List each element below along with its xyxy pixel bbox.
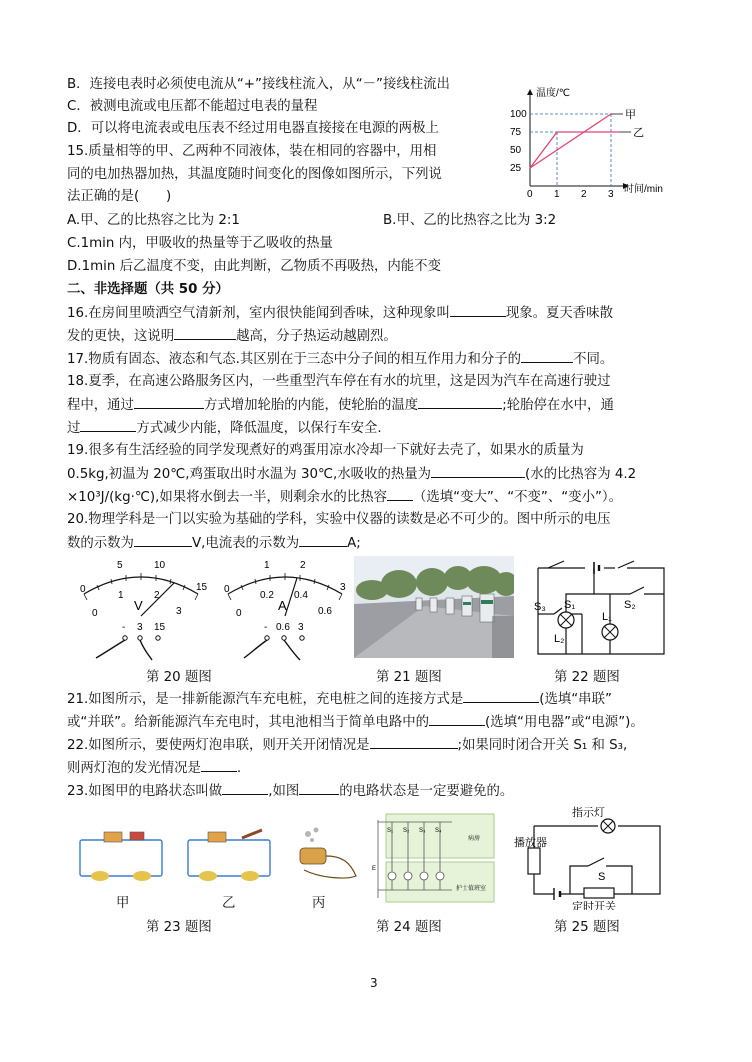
- fig25-indicator-label: 指示灯: [572, 807, 605, 819]
- fig25-timer-label: 定时开关: [572, 901, 616, 910]
- fig23-label-jia: 甲: [116, 896, 130, 911]
- x-tick-label: 2: [581, 189, 587, 200]
- question-15-option-c: C.1min 内，甲吸收的热量等于乙吸收的热量: [67, 236, 333, 251]
- ammeter-top-1: 1: [264, 560, 270, 571]
- question-21-line-2: 或“并联”。给新能源汽车充电时，其电池相当于简单电路中的 (选填“用电器”或“电源”)。: [67, 712, 644, 732]
- question-20-line-1: 20.物理学科是一门以实验为基础的学科，实验中仪器的读数是必不可少的。图中所示的电压: [67, 512, 611, 527]
- ammeter-zero-top: 0: [224, 584, 230, 595]
- fig24-e: E: [372, 866, 377, 872]
- caption-fig-22: 第 22 题图: [554, 670, 620, 685]
- ammeter-ticks: [228, 573, 342, 600]
- fig24-room: 病房: [468, 836, 481, 842]
- question-19-line-2: 0.5kg,初温为 20℃,鸡蛋取出时水温为 30℃,水吸收的热量为 (水的比热容为 4.2: [67, 464, 636, 484]
- voltmeter-terminal-15: 15: [154, 622, 166, 633]
- voltmeter-wire-1: [96, 640, 125, 658]
- voltmeter-figure: [72, 556, 210, 664]
- fig25-switch-s-lever: [588, 858, 604, 866]
- question-16-line-1: 16.在房间里喷洒空气清新剂，室内很快能闻到香味，这种现象叫 现象。夏天香味散: [67, 303, 613, 323]
- battery-icon: [208, 832, 226, 842]
- circuit-23-jia: [74, 826, 170, 884]
- voltmeter-terminal-minus: -: [122, 622, 126, 633]
- charging-piles-photo: [354, 556, 514, 658]
- label-s3: S₃: [534, 601, 546, 613]
- ammeter-zero-bottom: 0: [236, 608, 242, 619]
- fig25-timer-box: [584, 888, 614, 898]
- fig25-player-label: 播放器: [514, 837, 547, 849]
- option-c-line: C．被测电流或电压都不能超过电表的量程: [67, 99, 318, 114]
- question-19-line-1: 19.很多有生活经验的同学发现煮好的鸡蛋用凉水冷却一下就好去壳了，如果水的质量为: [67, 443, 584, 458]
- ammeter-top-3: 3: [340, 582, 346, 593]
- ammeter-terminal-minus: -: [264, 622, 268, 633]
- caption-fig-25: 第 25 题图: [554, 920, 620, 935]
- fig23-label-yi: 乙: [222, 896, 236, 911]
- question-15-option-b: B.甲、乙的比热容之比为 3:2: [383, 213, 557, 228]
- x-tick-label: 1: [554, 189, 560, 200]
- fig24-s1: S₁: [387, 828, 394, 834]
- battery-icon: [104, 832, 122, 842]
- voltmeter-wire-2: [140, 640, 152, 660]
- circuit-q22: [530, 558, 672, 662]
- caption-fig-21: 第 21 题图: [376, 670, 442, 685]
- caption-fig-23: 第 23 题图: [146, 920, 212, 935]
- voltmeter-top-10: 10: [154, 560, 166, 571]
- circuit-25: [514, 806, 674, 910]
- bulb-icon: [133, 871, 151, 881]
- temperature-time-chart: [508, 84, 692, 200]
- question-19-line-3: ×10³J/(kg·℃),如果将水倒去一半，则剩余水的比热容 （选填“变大”、“不变”、“变小”）。: [67, 487, 622, 507]
- page-number: 3: [370, 976, 378, 990]
- fig23-label-bing: 丙: [312, 896, 326, 911]
- question-23: 23.如图甲的电路状态叫做 ,如图 的电路状态是一定要避免的。: [67, 781, 513, 801]
- bulb-icon: [241, 871, 259, 881]
- question-18-line-3: 过 方式减少内能，降低温度，以保行车安全.: [67, 418, 382, 438]
- section-2-heading: 二、非选择题（共 50 分）: [67, 282, 229, 297]
- question-15-line-2: 同的电加热器加热，其温度随时间变化的图像如图所示，下列说: [67, 167, 442, 182]
- fig25-player-box: [528, 848, 540, 874]
- voltmeter-terminal-3: 3: [137, 622, 143, 633]
- question-18-line-1: 18.夏季，在高速公路服务区内，一些重型汽车停在有水的坑里，这是因为汽车在高速行驶过: [67, 374, 611, 389]
- ammeter-unit: A: [278, 598, 287, 613]
- ammeter-terminal-06: 0.6: [276, 622, 290, 633]
- voltmeter-unit: V: [134, 598, 143, 613]
- question-15-line-3: 法正确的是( ): [67, 189, 172, 204]
- question-16-line-2: 发的更快，这说明 越高，分子热运动越剧烈。: [67, 326, 397, 346]
- question-18-line-2: 程中，通过 方式增加轮胎的内能，使轮胎的温度 ;轮胎停在水中，通: [67, 395, 614, 415]
- question-15-option-d: D.1min 后乙温度不变，由此判断，乙物质不再吸热，内能不变: [67, 259, 441, 274]
- ammeter-top-2: 2: [300, 560, 306, 571]
- circuit-24: [372, 810, 500, 904]
- question-21-line-1: 21.如图所示，是一排新能源汽车充电桩，充电桩之间的连接方式是 (选填“串联”: [67, 689, 612, 709]
- series-label-2: 乙: [633, 127, 645, 139]
- switch-s3-lever: [548, 561, 564, 568]
- ammeter-bottom-02: 0.2: [260, 590, 274, 601]
- y-tick-label: 50: [510, 145, 522, 156]
- label-l2: L₂: [554, 633, 565, 645]
- circuit-23-yi: [182, 826, 278, 884]
- option-b-line: B．连接电表时必须使电流从“+”接线柱流入，从“－”接线柱流出: [67, 77, 450, 92]
- voltmeter-needle: [141, 583, 174, 616]
- voltmeter-zero-bottom: 0: [92, 608, 98, 619]
- fig24-s3: S₃: [419, 828, 426, 834]
- bulb-icon: [199, 871, 217, 881]
- ammeter-figure: [216, 556, 354, 664]
- fig24-s4: S₄: [435, 828, 442, 834]
- chart-series: [530, 108, 644, 168]
- x-tick-label: 0: [527, 189, 533, 200]
- y-tick-label: 25: [510, 163, 522, 174]
- switch-s2b-lever: [630, 587, 644, 594]
- question-22-line-2: 则两灯泡的发光情况是 .: [67, 758, 241, 778]
- voltmeter-zero-top: 0: [80, 584, 86, 595]
- series-label-1: 甲: [625, 109, 636, 121]
- switch-icon: [242, 830, 262, 838]
- voltmeter-bottom-3: 3: [176, 606, 182, 617]
- voltmeter-bottom-1: 1: [118, 590, 124, 601]
- voltmeter-top-15: 15: [196, 582, 208, 593]
- question-20-line-2: 数的示数为 V,电流表的示数为 A;: [67, 533, 361, 553]
- chart-y-axis-label: 温度/℃: [536, 88, 571, 99]
- question-22-line-1: 22.如图所示，要使两灯泡串联，则开关开闭情况是 ;如果同时闭合开关 S₁ 和 S₃,: [67, 735, 627, 755]
- chart-x-axis-label: 时间/min: [624, 184, 663, 195]
- question-15-line-1: 15.质量相等的甲、乙两种不同液体，装在相同的容器中，用相: [67, 144, 437, 159]
- switch-s2-lever: [618, 561, 634, 568]
- ammeter-bottom-04: 0.4: [294, 590, 308, 601]
- x-tick-label: 3: [608, 189, 614, 200]
- label-s2: S₂: [624, 599, 636, 611]
- question-17: 17.物质有固态、液态和气态.其区别在于三态中分子间的相互作用力和分子的 不同。: [67, 349, 613, 369]
- ammeter-bottom-06: 0.6: [318, 606, 332, 617]
- question-15-option-a: A.甲、乙的比热容之比为 2:1: [67, 213, 240, 228]
- ammeter-terminal-3: 3: [298, 622, 304, 633]
- series-line-2: [530, 132, 619, 168]
- y-tick-label: 100: [510, 109, 527, 120]
- voltmeter-ticks: [84, 573, 198, 600]
- fig25-switch-label: S: [598, 871, 606, 883]
- battery-icon: [300, 848, 326, 864]
- ammeter-wire-2: [284, 640, 300, 660]
- switch-icon: [130, 832, 144, 840]
- voltmeter-bottom-2: 2: [154, 590, 160, 601]
- ammeter-wire-1: [244, 640, 267, 658]
- option-d-line: D．可以将电流表或电压表不经过用电器直接接在电源的两极上: [67, 121, 439, 136]
- y-tick-label: 75: [510, 127, 522, 138]
- voltmeter-top-5: 5: [117, 560, 123, 571]
- label-l1: L₁: [602, 611, 612, 623]
- bulb-icon: [91, 871, 109, 881]
- fig24-s2: S₂: [403, 828, 410, 834]
- caption-fig-20: 第 20 题图: [146, 670, 212, 685]
- series-line-1: [530, 114, 611, 168]
- label-s1: S₁: [564, 599, 576, 611]
- caption-fig-24: 第 24 题图: [376, 920, 442, 935]
- fig24-station: 护士值班室: [456, 886, 487, 892]
- chart-guides: [530, 114, 611, 186]
- circuit-23-bing: [290, 826, 366, 884]
